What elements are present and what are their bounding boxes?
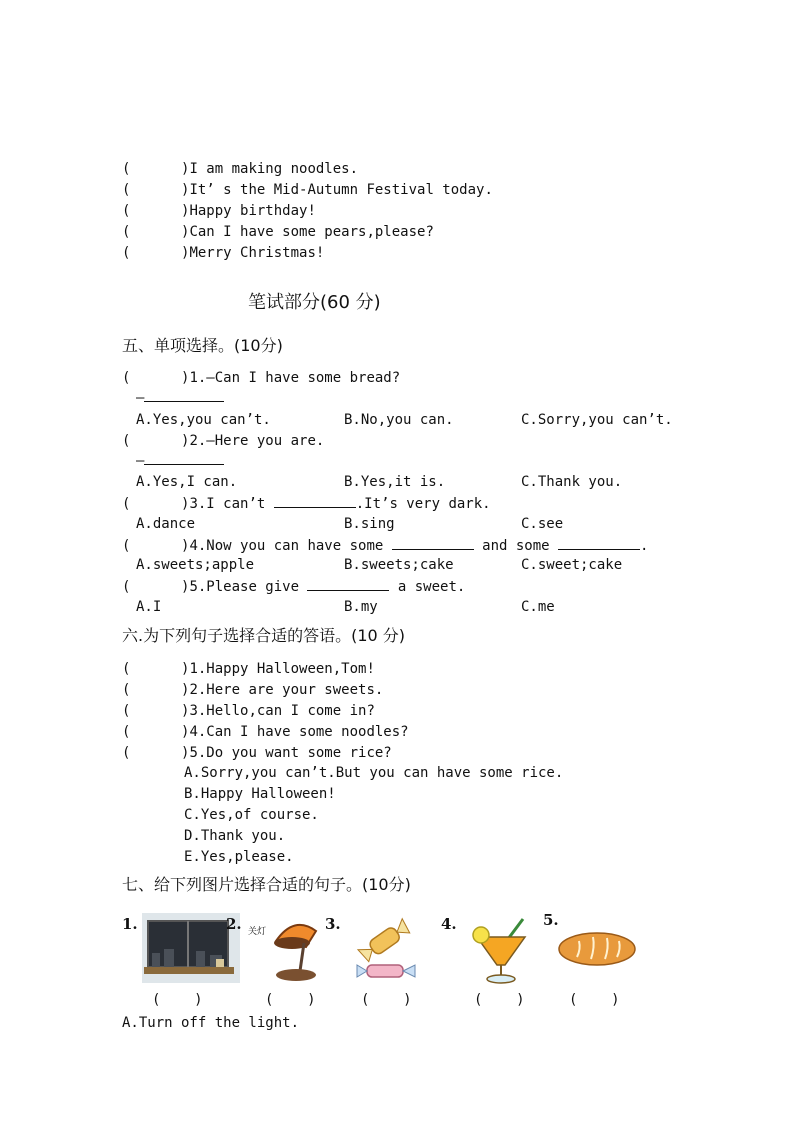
option-c: C.Thank you. bbox=[521, 474, 623, 490]
option-b: B.No,you can. bbox=[344, 412, 454, 428]
question: ( )5.Please give a sweet. bbox=[122, 579, 466, 595]
answer-option: D.Thank you. bbox=[184, 828, 286, 844]
option-c: C.sweet;cake bbox=[521, 557, 623, 573]
option-c: C.Sorry,you can’t. bbox=[521, 412, 673, 428]
answer-blank: — bbox=[136, 388, 224, 407]
bread-icon bbox=[557, 913, 637, 985]
option-a: A.Yes,you can’t. bbox=[136, 412, 271, 428]
section-heading: 六.为下列句子选择合适的答语。(10 分) bbox=[122, 626, 406, 645]
answer-paren: ( ) bbox=[474, 992, 525, 1008]
option-c: C.me bbox=[521, 599, 555, 615]
option-b: B.Yes,it is. bbox=[344, 474, 446, 490]
section-heading: 五、单项选择。(10分) bbox=[122, 336, 283, 355]
juice-icon bbox=[461, 913, 541, 985]
question: ( )2.Here are your sweets. bbox=[122, 682, 384, 698]
answer-blank: — bbox=[136, 451, 224, 470]
question: ( )1.—Can I have some bread? bbox=[122, 370, 401, 386]
answer-paren: ( ) bbox=[152, 992, 203, 1008]
option-b: B.sweets;cake bbox=[344, 557, 454, 573]
picture-number: 2. bbox=[226, 915, 242, 933]
picture-label: 关灯 bbox=[248, 927, 267, 937]
question: ( )5.Do you want some rice? bbox=[122, 745, 392, 761]
list-item: ( )Can I have some pears,please? bbox=[122, 224, 434, 240]
page-title: 笔试部分(60 分) bbox=[248, 292, 381, 313]
answer-option: E.Yes,please. bbox=[184, 849, 294, 865]
answer-paren: ( ) bbox=[265, 992, 316, 1008]
question: ( )2.—Here you are. bbox=[122, 433, 325, 449]
section-heading: 七、给下列图片选择合适的句子。(10分) bbox=[122, 875, 411, 894]
picture-number: 1. bbox=[122, 915, 138, 933]
option-a: A.I bbox=[136, 599, 162, 615]
candy-icon bbox=[345, 913, 435, 985]
option-a: A.dance bbox=[136, 516, 196, 532]
list-item: ( )I am making noodles. bbox=[122, 161, 359, 177]
list-item: ( )It’ s the Mid-Autumn Festival today. bbox=[122, 182, 493, 198]
answer-option: A.Turn off the light. bbox=[122, 1015, 300, 1031]
question: ( )3.Hello,can I come in? bbox=[122, 703, 375, 719]
question: ( )3.I can’t .It’s very dark. bbox=[122, 496, 491, 512]
picture-number: 4. bbox=[441, 915, 457, 933]
answer-paren: ( ) bbox=[361, 992, 412, 1008]
option-b: B.my bbox=[344, 599, 378, 615]
option-c: C.see bbox=[521, 516, 564, 532]
picture-number: 5. bbox=[543, 911, 559, 929]
answer-paren: ( ) bbox=[569, 992, 620, 1008]
option-b: B.sing bbox=[344, 516, 395, 532]
picture-number: 3. bbox=[325, 915, 341, 933]
list-item: ( )Merry Christmas! bbox=[122, 245, 325, 261]
question: ( )1.Happy Halloween,Tom! bbox=[122, 661, 375, 677]
question: ( )4.Can I have some noodles? bbox=[122, 724, 409, 740]
option-a: A.Yes,I can. bbox=[136, 474, 238, 490]
answer-option: A.Sorry,you can’t.But you can have some rice. bbox=[184, 765, 564, 781]
question: ( )4.Now you can have some and some . bbox=[122, 538, 649, 554]
list-item: ( )Happy birthday! bbox=[122, 203, 316, 219]
option-a: A.sweets;apple bbox=[136, 557, 255, 573]
answer-option: B.Happy Halloween! bbox=[184, 786, 336, 802]
answer-option: C.Yes,of course. bbox=[184, 807, 319, 823]
